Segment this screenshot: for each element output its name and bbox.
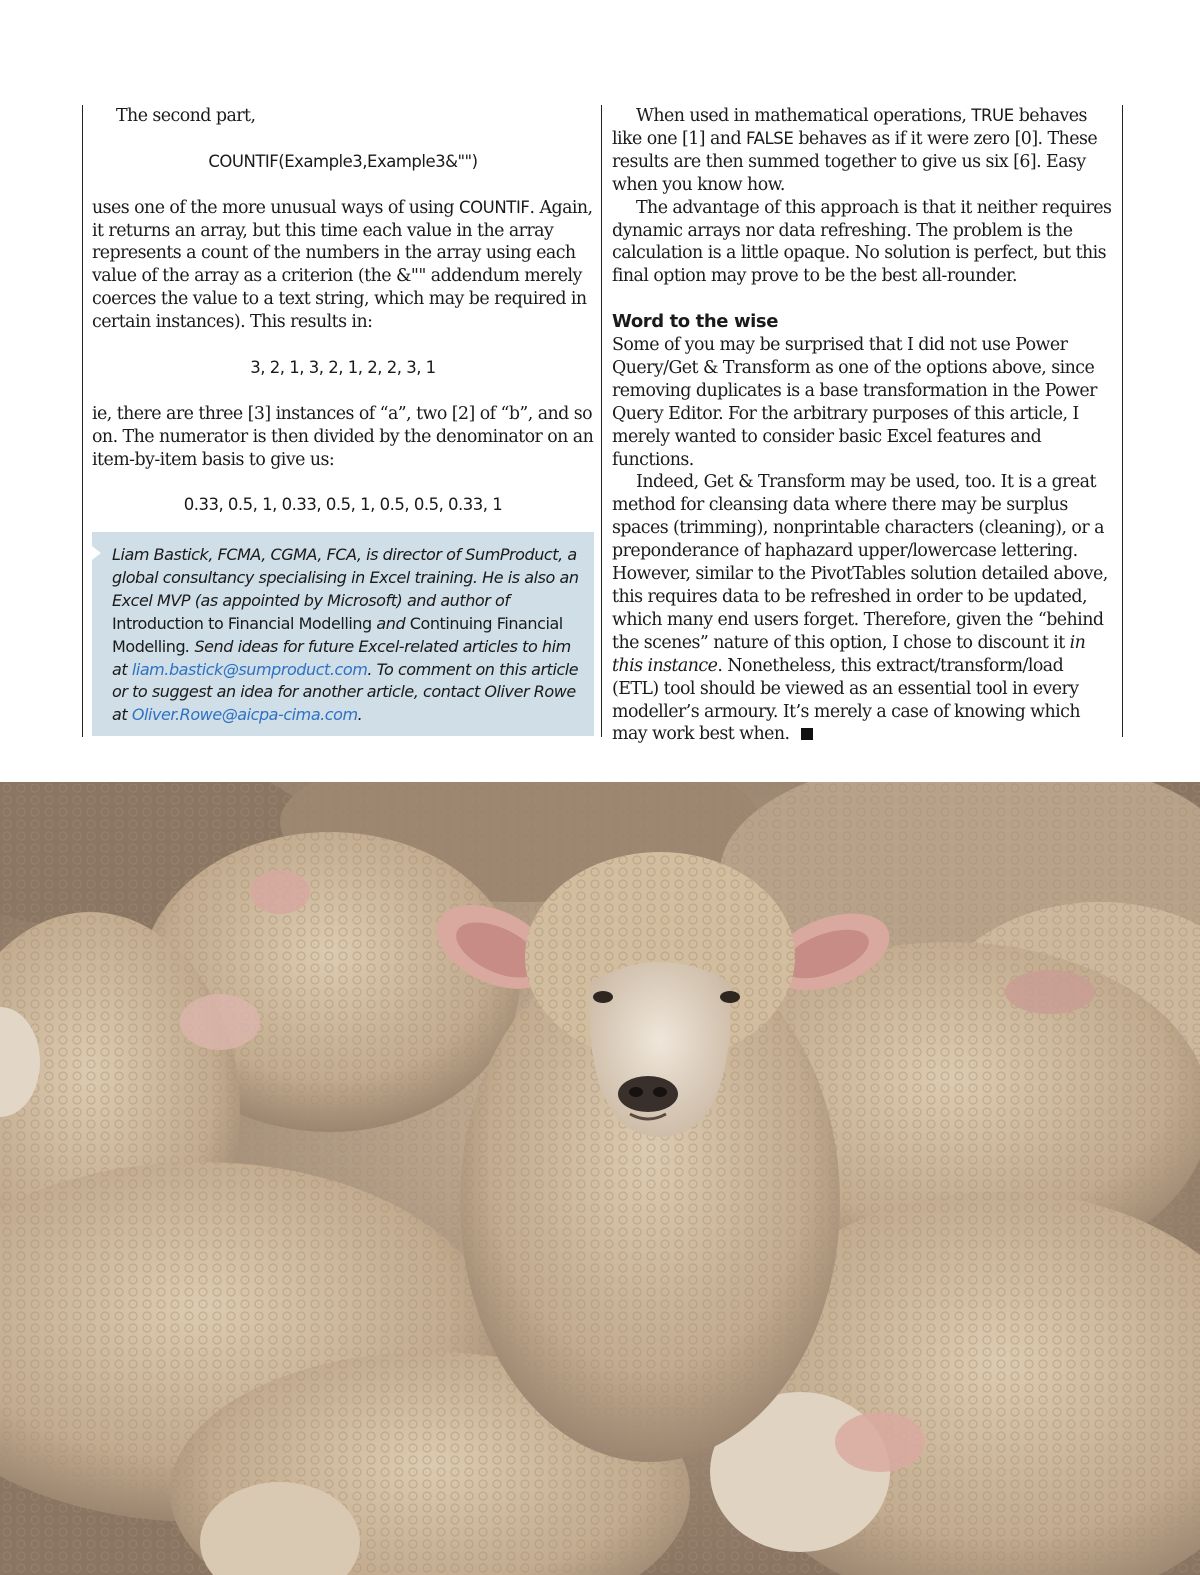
email-link-editor[interactable]: Oliver.Rowe@aicpa-cima.com (131, 705, 358, 725)
paragraph-advantage: The advantage of this approach is that it neither requires dynamic arrays nor data refreshing. The problem is the calculation is a little opaque. No solution is perfect, but this final option may prove to be the best all-rounder. (612, 197, 1112, 287)
paragraph-countif: uses one of the more unusual ways of using COUNTIF. Again, it returns an array, but this time each value in the array represents a count of the numbers in the array using each value of the array as a criterion (the &"" addendum merely coerces the value to a text string, which may be required in certain instances). This results in: (92, 197, 593, 333)
code-false: FALSE (746, 128, 794, 148)
left-column (82, 105, 602, 737)
book-title-2: Continuing Financial Modelling (112, 613, 563, 656)
paragraph-power-query: Some of you may be surprised that I did not use Power Query/Get & Transform as one of the options above, since removing duplicates is a base transformation in the Power Query Editor. For the arbitrary purposes of this article, I merely wanted to consider basic Excel features and functions. (612, 335, 1097, 470)
formula-ratios: 0.33, 0.5, 1, 0.33, 0.5, 1, 0.5, 0.5, 0.33, 1 (183, 495, 503, 515)
code-true: TRUE (971, 106, 1014, 125)
emphasis-text: in this instance (612, 632, 1086, 676)
book-title-1: Introduction to Financial Modelling (112, 613, 372, 633)
paragraph-true-false: When used in mathematical operations, TRUE behaves like one [1] and FALSE behaves as if it were zero [0]. These results are then summed together to give us six [6]. Easy when you know how. (612, 106, 1098, 195)
author-bio-box (92, 532, 594, 736)
paragraph-text: The second part, (116, 106, 256, 126)
sheep-photo (0, 782, 1200, 1575)
email-link-author[interactable]: liam.bastick@sumproduct.com (131, 659, 368, 679)
author-bio-text: Liam Bastick, FCMA, CGMA, FCA, is director of SumProduct, a global consultancy specialising in Excel training. He is also an Excel MVP (as appointed by Microsoft) and author of Introduction to Financial Modelling and Continuing Financial Modelling. Send ideas for future Excel-related articles to him at liam.bastick@sumproduct.com. To comment on this article or to suggest an idea for another article, contact Oliver Rowe at Oliver.Rowe@aicpa-cima.com. (112, 545, 579, 725)
sheep-illustration (0, 782, 1200, 1575)
bio-marker-icon (92, 546, 101, 560)
end-of-article-mark (801, 728, 813, 740)
code-countif: COUNTIF (458, 197, 530, 217)
formula-counts: 3, 2, 1, 3, 2, 1, 2, 2, 3, 1 (250, 357, 436, 377)
paragraph-get-transform: Indeed, Get & Transform may be used, too. It is a great method for cleansing data where there may be surplus spaces (trimming), nonprintable characters (cleaning), or a preponderance of haphazard upper/lowercase lettering. However, similar to the PivotTables solution detailed above, this requires data to be refreshed in order to be updated, which many end users forget. Therefore, given the “behind the scenes” nature of this option, I chose to discount it in this instance. Nonetheless, this extract/transform/load (ETL) tool should be viewed as an essential tool in every modeller’s armoury. It’s merely a case of knowing which may work best when. (612, 472, 1108, 745)
right-column (601, 105, 1123, 745)
formula-countif: COUNTIF(Example3,Example3&"") (208, 151, 478, 171)
section-heading: Word to the wise (612, 311, 779, 333)
paragraph-instances: ie, there are three [3] instances of “a”, two [2] of “b”, and so on. The numerator is then divided by the denominator on an item-by-item basis to give us: (92, 403, 594, 470)
paragraph-intro (92, 105, 594, 128)
